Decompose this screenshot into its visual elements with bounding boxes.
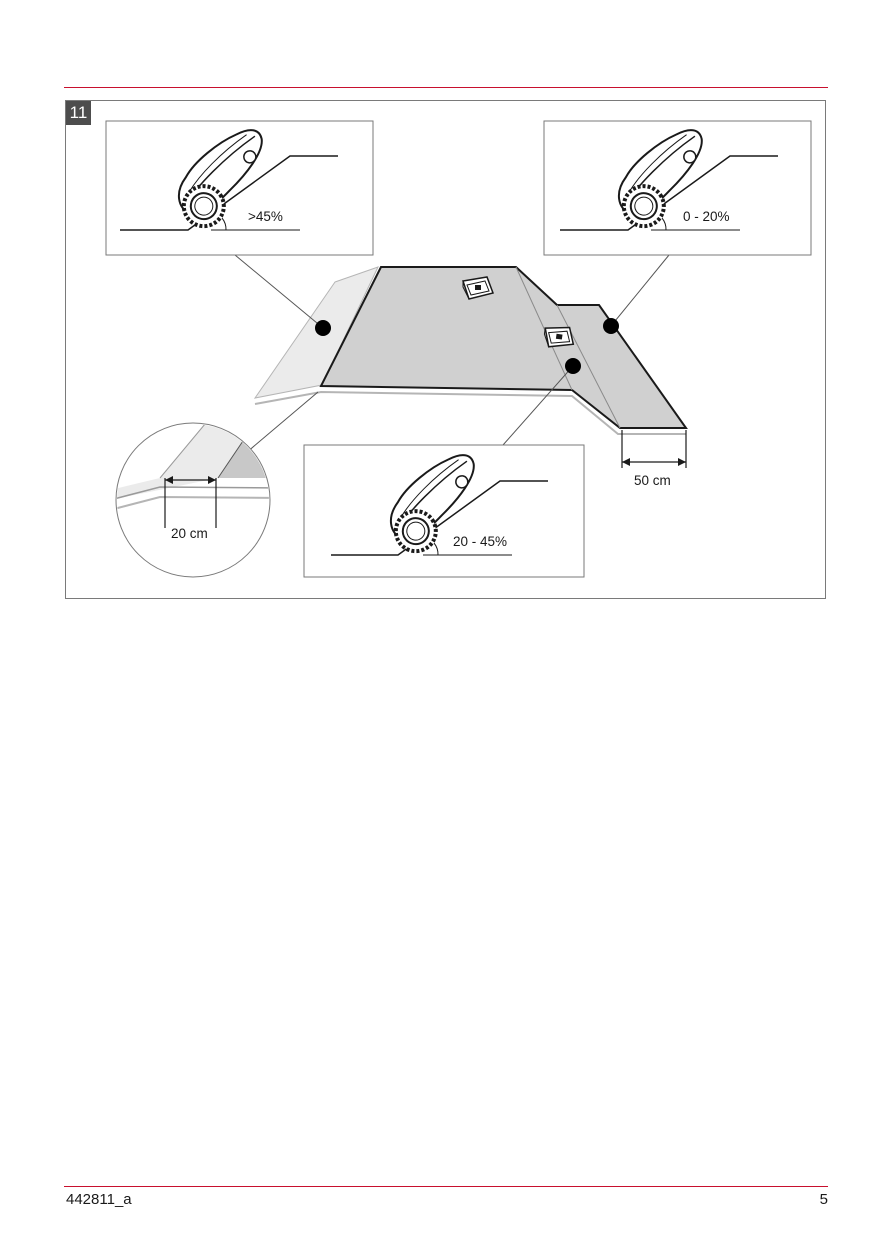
lawn-area [321,267,686,428]
callout-dot [315,320,331,336]
edge-distance-label: 20 cm [171,526,208,541]
figure-number: 11 [66,101,91,125]
page-number: 5 [819,1191,828,1208]
document-code: 442811_a [66,1191,132,1208]
footer-rule [64,1186,828,1187]
mid-slope-label: 20 - 45% [453,534,508,549]
steep-slope-label: >45% [248,209,283,224]
flat-slope-label: 0 - 20% [683,209,730,224]
strip-width-label: 50 cm [634,473,671,488]
